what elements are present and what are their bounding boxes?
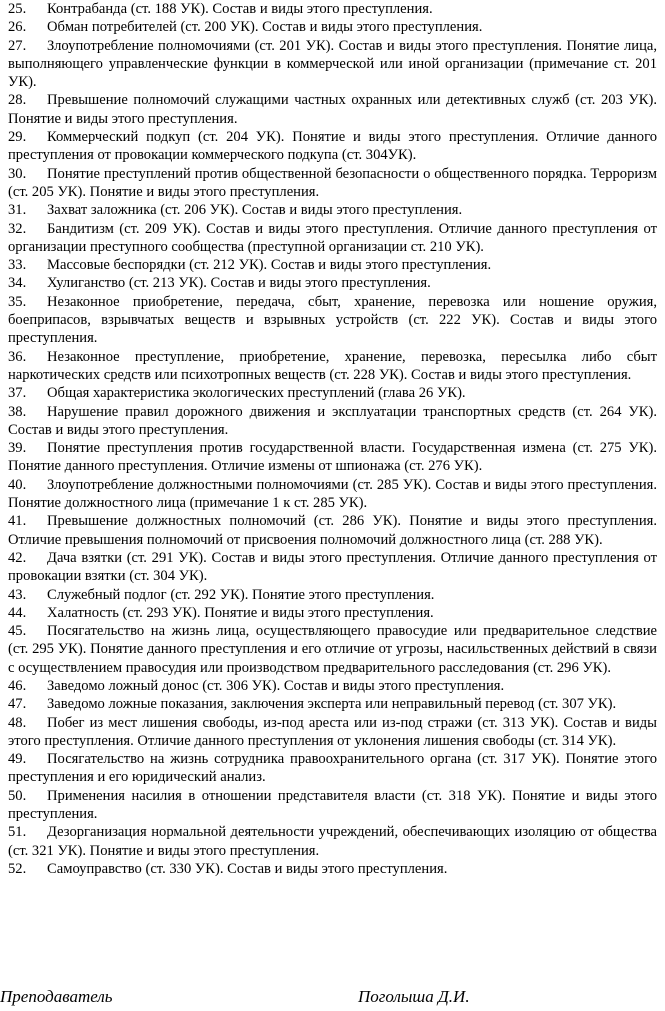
question-number: 26.: [8, 19, 27, 36]
question-text: Незаконное приобретение, передача, сбыт, хранение, перевозка или ношение оружия, боеприпасов, взрывчатых веществ и взрывных устройств (ст. 222 УК). Состав и виды этого преступления.: [8, 293, 657, 347]
question-text: Заведомо ложные показания, заключения эксперта или неправильный перевод (ст. 307 УК).: [47, 696, 617, 713]
question-item: [8, 220, 657, 257]
question-text: Контрабанда (ст. 188 УК). Состав и виды этого преступления.: [47, 1, 433, 17]
question-text: Массовые беспорядки (ст. 212 УК). Состав и виды этого преступления.: [47, 257, 492, 274]
question-text: Захват заложника (ст. 206 УК). Состав и виды этого преступления.: [47, 202, 463, 219]
question-item: [8, 549, 657, 586]
question-item: [8, 622, 657, 677]
question-number: 28.: [8, 92, 27, 109]
question-text: Самоуправство (ст. 330 УК). Состав и виды этого преступления.: [47, 860, 448, 877]
question-number: 36.: [8, 348, 27, 365]
question-text: Злоупотребление полномочиями (ст. 201 УК). Состав и виды этого преступления. Понятие лица, выполняющего управленческие функции в коммерческой или иной организации (примечание ст. 201 УК).: [8, 37, 657, 91]
question-item: [8, 403, 657, 440]
question-number: 27.: [8, 37, 27, 54]
question-text: Применения насилия в отношении представителя власти (ст. 318 УК). Понятие и виды этого преступления.: [8, 787, 657, 823]
question-item: [8, 348, 657, 385]
question-list: [8, 0, 657, 878]
question-text: Бандитизм (ст. 209 УК). Состав и виды этого преступления. Отличие данного преступления от организации преступного сообщества (преступной организации ст. 210 УК).: [8, 220, 657, 255]
question-item: [8, 128, 657, 165]
question-number: 29.: [8, 129, 27, 146]
question-text: Побег из мест лишения свободы, из-под ареста или из-под стражи (ст. 313 УК). Состав и виды этого преступления. Отличие данного преступления от уклонения лишения свободы (ст. 314 УК).: [8, 714, 657, 749]
question-item: [8, 91, 657, 128]
question-item: [8, 714, 657, 751]
question-number: 41.: [8, 513, 27, 530]
question-text: Халатность (ст. 293 УК). Понятие и виды этого преступления.: [47, 604, 434, 621]
question-item: [8, 201, 657, 219]
question-text: Посягательство на жизнь лица, осуществляющего правосудие или предварительное следствие (ст. 295 УК). Понятие данного преступления и его отличие от угрозы, насильственных действий в связи с осуществлением правосудия или производством предварительного расследования (ст. 296 УК).: [8, 623, 657, 676]
question-item: [8, 439, 657, 476]
question-item: [8, 18, 657, 36]
question-text: Злоупотребление должностными полномочиями (ст. 285 УК). Состав и виды этого преступления. Понятие должностного лица (примечание 1 к ст. 285 УК).: [8, 476, 657, 512]
question-number: 31.: [8, 202, 27, 219]
question-number: 34.: [8, 275, 27, 292]
question-number: 50.: [8, 787, 27, 804]
question-item: [8, 750, 657, 787]
signature-role: Преподаватель: [0, 987, 113, 1006]
question-text: Дезорганизация нормальной деятельности учреждений, обеспечивающих изоляцию от общества (ст. 321 УК). Понятие и виды этого преступления.: [8, 824, 657, 859]
question-text: Превышение должностных полномочий (ст. 286 УК). Понятие и виды этого преступления. Отличие превышения полномочий от присвоения полномочий должностного лица (ст. 288 УК).: [8, 513, 657, 548]
question-text: Коммерческий подкуп (ст. 204 УК). Понятие и виды этого преступления. Отличие данного преступления от провокации коммерческого подкупа (ст. 304УК).: [8, 129, 657, 164]
question-text: Служебный подлог (ст. 292 УК). Понятие этого преступления.: [47, 586, 435, 603]
question-item: [8, 476, 657, 513]
question-item: [8, 586, 657, 604]
question-text: Обман потребителей (ст. 200 УК). Состав и виды этого преступления.: [47, 19, 483, 36]
question-number: 25.: [8, 1, 27, 17]
question-item: [8, 293, 657, 348]
question-text: Незаконное преступление, приобретение, хранение, перевозка, пересылка либо сбыт наркотических средств или психотропных веществ (ст. 228 УК). Состав и виды этого преступления.: [8, 348, 657, 383]
question-number: 45.: [8, 623, 27, 640]
question-number: 30.: [8, 165, 27, 182]
question-item: [8, 384, 657, 402]
question-item: [8, 823, 657, 860]
question-number: 52.: [8, 860, 27, 877]
question-item: [8, 0, 657, 18]
question-number: 44.: [8, 604, 27, 621]
question-number: 35.: [8, 293, 27, 310]
question-item: [8, 787, 657, 824]
question-item: [8, 165, 657, 202]
question-number: 47.: [8, 696, 27, 713]
question-item: [8, 860, 657, 878]
signature-name: Поголыша Д.И.: [358, 987, 470, 1006]
question-number: 42.: [8, 549, 27, 566]
question-number: 48.: [8, 714, 27, 731]
question-text: Хулиганство (ст. 213 УК). Состав и виды этого преступления.: [47, 275, 431, 292]
question-text: Дача взятки (ст. 291 УК). Состав и виды этого преступления. Отличие данного преступления от провокации взятки (ст. 304 УК).: [8, 549, 657, 585]
question-number: 39.: [8, 440, 27, 457]
question-number: 46.: [8, 677, 27, 694]
question-number: 43.: [8, 586, 27, 603]
question-number: 38.: [8, 403, 27, 420]
question-item: [8, 695, 657, 713]
question-number: 33.: [8, 257, 27, 274]
question-number: 37.: [8, 385, 27, 402]
question-item: [8, 604, 657, 622]
question-text: Превышение полномочий служащими частных охранных или детективных служб (ст. 203 УК). Понятие и виды этого преступления.: [8, 92, 657, 127]
question-text: Посягательство на жизнь сотрудника правоохранительного органа (ст. 317 УК). Понятие этого преступления и его юридический анализ.: [8, 751, 657, 786]
question-text: Понятие преступления против государственной власти. Государственная измена (ст. 275 УК). Понятие данного преступления. Отличие измены от шпионажа (ст. 276 УК).: [8, 440, 657, 475]
question-item: [8, 256, 657, 274]
question-number: 32.: [8, 220, 27, 237]
question-text: Заведомо ложный донос (ст. 306 УК). Состав и виды этого преступления.: [47, 677, 505, 694]
question-item: [8, 37, 657, 92]
question-item: [8, 677, 657, 695]
question-number: 40.: [8, 476, 27, 493]
question-text: Общая характеристика экологических преступлений (глава 26 УК).: [47, 385, 466, 402]
question-number: 51.: [8, 824, 27, 841]
question-number: 49.: [8, 751, 27, 768]
question-item: [8, 274, 657, 292]
question-text: Понятие преступлений против общественной безопасности о общественного порядка. Терроризм (ст. 205 УК). Понятие и виды этого преступления.: [8, 165, 657, 200]
question-item: [8, 512, 657, 549]
question-text: Нарушение правил дорожного движения и эксплуатации транспортных средств (ст. 264 УК). Состав и виды этого преступления.: [8, 403, 657, 438]
